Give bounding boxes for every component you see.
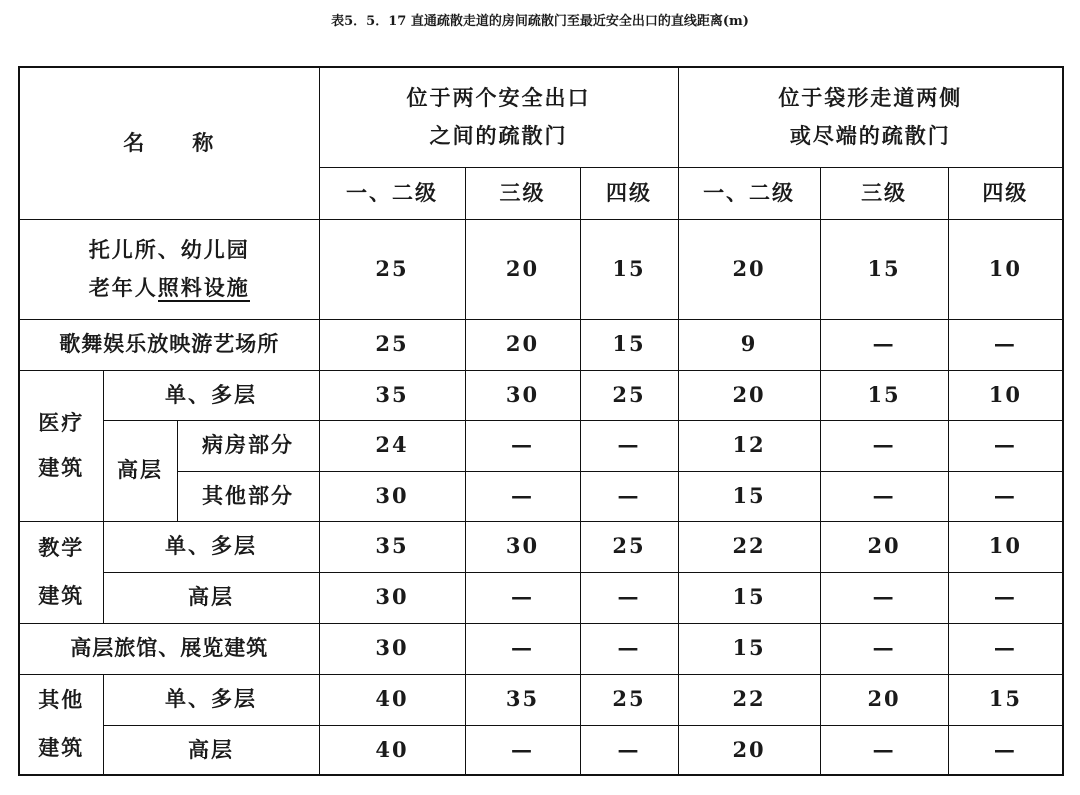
grade-a2: 三级 [465, 167, 580, 219]
header-name-b: 称 [192, 130, 216, 156]
grade-a1: 一、二级 [319, 167, 465, 219]
value-cell: 20 [465, 219, 580, 319]
value-cell: — [820, 572, 948, 623]
value-cell: — [948, 623, 1063, 674]
value-cell: — [948, 572, 1063, 623]
value-cell: 20 [678, 370, 820, 420]
group-a-line-1: 位于两个安全出口 [406, 85, 591, 110]
value-cell: 10 [948, 219, 1063, 319]
value-cell: 20 [820, 674, 948, 725]
value-cell: 15 [580, 319, 678, 370]
value-cell: — [948, 319, 1063, 370]
value-cell: — [820, 471, 948, 521]
other-label-2: 建筑 [38, 735, 85, 761]
value-cell: — [580, 471, 678, 521]
value-cell: 30 [465, 370, 580, 420]
value-cell: 20 [678, 725, 820, 775]
row-label-hotel: 高层旅馆、展览建筑 [19, 623, 319, 674]
teaching-label-2: 建筑 [38, 583, 85, 608]
medical-label-2: 建筑 [38, 454, 85, 480]
teaching-high-label: 高层 [103, 572, 319, 623]
value-cell: 20 [820, 521, 948, 572]
table-row [19, 623, 1063, 674]
value-cell: 15 [820, 219, 948, 319]
row-label-teaching [19, 521, 103, 623]
nursery-label-2a: 老年人 [88, 275, 158, 300]
table-title: 表5．5．17 直通疏散走道的房间疏散门至最近安全出口的直线距离(m) [331, 14, 749, 29]
value-cell: 30 [465, 521, 580, 572]
medical-other-label: 其他部分 [177, 471, 319, 521]
value-cell: — [465, 471, 580, 521]
value-cell: 30 [319, 471, 465, 521]
grade-b3: 四级 [948, 167, 1063, 219]
header-name-a: 名 [123, 130, 193, 156]
value-cell: 24 [319, 420, 465, 471]
table-row [19, 572, 1063, 623]
row-label-entertainment: 歌舞娱乐放映游艺场所 [19, 319, 319, 370]
value-cell: 22 [678, 521, 820, 572]
medical-ward-label: 病房部分 [177, 420, 319, 471]
other-low-label: 单、多层 [103, 674, 319, 725]
value-cell: 15 [678, 572, 820, 623]
table-row [19, 370, 1063, 420]
value-cell: 35 [319, 370, 465, 420]
value-cell: 40 [319, 725, 465, 775]
value-cell: — [465, 572, 580, 623]
value-cell: — [580, 420, 678, 471]
value-cell: — [820, 623, 948, 674]
value-cell: 15 [678, 623, 820, 674]
value-cell: 15 [948, 674, 1063, 725]
value-cell: — [580, 623, 678, 674]
table-row [19, 725, 1063, 775]
table-row [19, 420, 1063, 471]
grade-b2: 三级 [820, 167, 948, 219]
other-label-1: 其他 [38, 687, 85, 712]
distance-table [18, 66, 1064, 776]
value-cell: 10 [948, 370, 1063, 420]
grade-b1: 一、二级 [678, 167, 820, 219]
value-cell: 20 [465, 319, 580, 370]
value-cell: 15 [820, 370, 948, 420]
row-label-medical [19, 370, 103, 521]
row-label-other [19, 674, 103, 775]
value-cell: 25 [580, 370, 678, 420]
value-cell: 15 [678, 471, 820, 521]
header-row-1 [19, 67, 1063, 167]
value-cell: 30 [319, 623, 465, 674]
value-cell: 25 [580, 521, 678, 572]
medical-label-1: 医疗 [38, 410, 85, 436]
value-cell: — [948, 420, 1063, 471]
value-cell: — [465, 420, 580, 471]
value-cell: 22 [678, 674, 820, 725]
value-cell: 12 [678, 420, 820, 471]
value-cell: 25 [319, 319, 465, 370]
value-cell: — [465, 623, 580, 674]
table-row [19, 674, 1063, 725]
value-cell: — [820, 420, 948, 471]
group-b-line-1: 位于袋形走道两侧 [778, 85, 963, 110]
value-cell: — [580, 725, 678, 775]
teaching-label-1: 教学 [38, 534, 85, 560]
row-label-nursery [19, 219, 319, 319]
header-name-cell [19, 67, 319, 219]
header-group-pouch-corridor [678, 67, 1063, 167]
value-cell: 10 [948, 521, 1063, 572]
medical-low-label: 单、多层 [103, 370, 319, 420]
grade-a3: 四级 [580, 167, 678, 219]
teaching-low-label: 单、多层 [103, 521, 319, 572]
table-row [19, 219, 1063, 319]
table-row [19, 319, 1063, 370]
value-cell: 25 [319, 219, 465, 319]
value-cell: — [580, 572, 678, 623]
value-cell: 35 [319, 521, 465, 572]
other-high-label: 高层 [103, 725, 319, 775]
value-cell: 40 [319, 674, 465, 725]
value-cell: 30 [319, 572, 465, 623]
value-cell: 35 [465, 674, 580, 725]
value-cell: — [820, 319, 948, 370]
value-cell: 9 [678, 319, 820, 370]
value-cell: 25 [580, 674, 678, 725]
nursery-label-1: 托儿所、幼儿园 [88, 236, 250, 262]
value-cell: — [948, 471, 1063, 521]
group-b-line-2: 或尽端的疏散门 [789, 123, 951, 149]
medical-high-label: 高层 [103, 420, 177, 521]
nursery-label-2b: 照料设施 [157, 275, 250, 300]
value-cell: 15 [580, 219, 678, 319]
table-row [19, 521, 1063, 572]
header-group-between-exits [319, 67, 678, 167]
value-cell: — [948, 725, 1063, 775]
group-a-line-2: 之间的疏散门 [429, 123, 568, 149]
value-cell: — [820, 725, 948, 775]
value-cell: 20 [678, 219, 820, 319]
value-cell: — [465, 725, 580, 775]
